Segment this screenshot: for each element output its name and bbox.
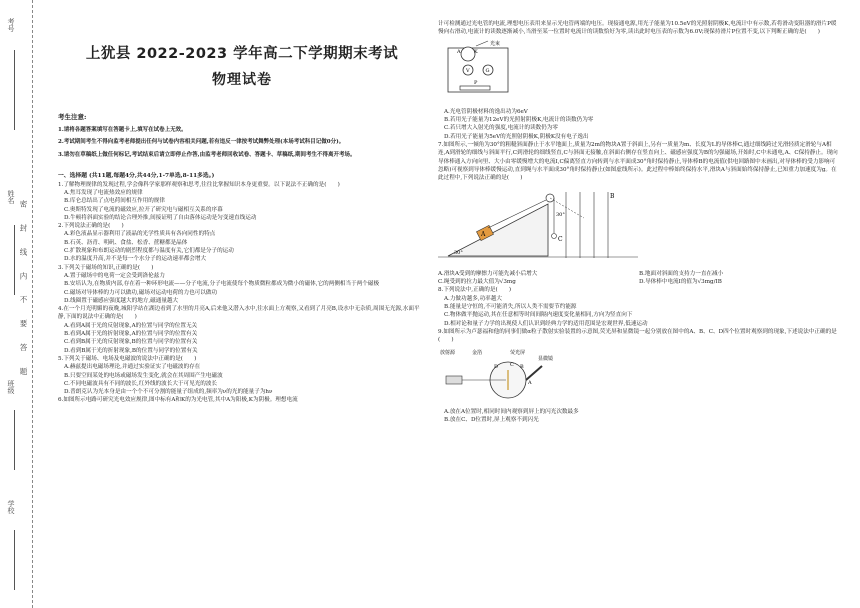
option: A.滑块A受到的摩擦力可能先减小后增大 xyxy=(438,270,538,277)
option: A.放在A位置时,相同时间内观察到屏上的闪光次数最多 xyxy=(444,408,579,415)
label-rod-c: C xyxy=(558,235,563,243)
notice-item: 2.考试期间考生不得向监考老师提出任何与试卷内容相关问题,若有违反一律按考试舞弊处理(本场考试科目记做0分)。 xyxy=(58,139,345,146)
label-p: P xyxy=(474,79,478,86)
question-7-stem: 7.如图所示,一倾角为30°的粗糙斜面静止于水平地面上,质量为2m的物块A置于斜面上,另有一质量为m、长度为L的导体棒C,通过细线跨过光滑轻质定滑轮与A相连,A到滑轮的细线与斜面平行,C到滑轮的细线竖直,C与斜面无接触,在斜面右侧存在竖直向上、磁感应强度为B的匀强磁场,开始时,C中未通电,A、C保持静止。现向导体棒通入方向向里、大小由零缓慢增大的电流I,C偏离竖直方向转到与水平面成30°角时保持静止,导体棒B的电流值(供电回路图中未画出,对导体棒的受力影响可忽略)可视察到导体棒缓慢运动,直到绳与水平面成30°角时保持静止(如图虚线所示)。此过程中棒始终保持水平,滑块A与斜面始终保持静止,已知重力加速度为g。在此过程中,下列说法正确的是( ) xyxy=(438,142,838,182)
question-9-stem: 9.如图所示为卢瑟福和他的同事们做α粒子散射实验装置的示意图,荧光屏和显微镜一起分别放在图中的A、B、C、D四个位置时观察到的现象,下述说法中正确的是( ) xyxy=(438,328,837,344)
option: C.绳受到的拉力最大值为√3mg xyxy=(438,279,516,286)
margin-label-class: 班级 xyxy=(7,380,15,394)
right-column xyxy=(438,20,840,602)
microscope-icon xyxy=(526,366,542,380)
label-v: V xyxy=(466,67,470,74)
option: A.彩色液晶显示器利用了液晶的光学性质具有各向同性的特点 xyxy=(64,231,216,238)
incline xyxy=(448,204,548,256)
option: D.若用光子能量为5eV的光照射阴极K,阴极K没有电子逸出 xyxy=(444,133,589,140)
option: A.赫兹提出电磁场理论,并通过实验证实了电磁波的存在 xyxy=(64,364,201,371)
option: B.能量是守恒的,不可能消失,所以人类不需要节约能源 xyxy=(444,304,577,311)
question-stem: 4.在一个月光明媚的夜晚,城阳学站在湖边看到了水里的月亮A,后来他又潜入水中,往水面上方观察,又看到了月亮B,设水中无杂质,周围无光源,水面平静,下面的说法中正确的是( ) xyxy=(58,306,420,321)
source-icon xyxy=(446,376,462,384)
option: C.看到B属于光的反射现象,B的位置与同学的位置有关 xyxy=(64,339,198,346)
label-microscope: 显微镜 xyxy=(538,355,554,362)
label-field-b: B xyxy=(610,192,615,200)
option: C.若只增大入射光的强度,电流计的读数仍为零 xyxy=(444,125,558,132)
option: C.不同电磁波具有不同的波长,红外线的波长大于可见光的波长 xyxy=(64,380,218,387)
school-blank xyxy=(14,530,15,590)
option: B.安培认为,在物质内部,存在着一种环形电流——分子电流,分子电流使每个物质微粒都成为微小的磁体,它的两侧相当于两个磁极 xyxy=(64,281,380,288)
left-column xyxy=(58,36,426,602)
rheostat-icon xyxy=(460,86,490,90)
question-8-stem: 8.下列说法中,正确的是( ) xyxy=(438,287,512,294)
option: D.牛顿将斜面实验的结论合理外推,间接证明了自由落体运动是匀变速直线运动 xyxy=(64,214,257,221)
label-k: K xyxy=(474,48,478,55)
question-2 xyxy=(58,222,426,263)
option: C.扩散现象和布朗运动的剧烈程度都与温度有关,它们都是分子的运动 xyxy=(64,248,234,255)
question-stem: 2.下列说法正确的是( ) xyxy=(58,223,124,230)
option: B.看到A属于光的折射现象,A的位置与同学的位置有关 xyxy=(64,331,198,338)
option: A.看到A属于光的反射现象,A的位置与同学的位置无关 xyxy=(64,322,198,329)
option: D.普朗克认为光本身是由一个个不可分割的能量子组成的,频率为ν的光的能量子为hν xyxy=(64,389,273,396)
label-angle-bottom: 30° xyxy=(454,249,463,256)
option: C.奥斯特发现了电流的磁效应,拉开了研究电与磁相互关系的序幕 xyxy=(64,206,223,213)
option: B.石英、沥青、明矾、食盐、松香、蔗糖都是晶体 xyxy=(64,239,188,246)
margin-label-name: 姓名 xyxy=(7,190,15,204)
label-a: A xyxy=(457,48,461,55)
option: B.放在C、D位置时,屏上观察不到闪光 xyxy=(444,417,539,424)
option: A.焦耳发现了电流热效应的规律 xyxy=(64,189,143,196)
option: C.物体做平抛运动,其在任意相等时间间隔内速度变化量相同,方向为竖直向下 xyxy=(444,312,633,319)
margin-label-exam-number: 考号 xyxy=(7,18,15,32)
margin-label-school: 学校 xyxy=(7,500,15,514)
incline-magnetic-field-figure xyxy=(438,186,648,264)
exam-number-blank xyxy=(14,50,15,130)
option: C.磁场对导体棒的力可以做功,磁场对运动电荷的力也可以做功 xyxy=(64,289,218,296)
option: D.水的温度升高,并不是每一个水分子的运动速率都会增大 xyxy=(64,256,207,263)
notice-item: 1.请将各题答案填写在答题卡上,填写在试卷上无效。 xyxy=(58,126,187,133)
light-beam-label: 光束 xyxy=(490,40,501,47)
question-3 xyxy=(58,264,426,305)
exam-title: 上犹县 2022-2023 学年高二下学期期末考试 xyxy=(85,46,399,62)
option: D.线圈置于磁感应强度越大的地方,磁通量越大 xyxy=(64,297,179,304)
question-4 xyxy=(58,305,426,355)
label-point-a: A xyxy=(528,379,532,386)
option: D.相对论和量子力学的出现使人们认识到经典力学的适用范围是宏观世界,低速运动 xyxy=(444,320,648,327)
question-stem: 3.下列关于磁场的知识,正确的是( ) xyxy=(58,264,154,271)
exam-subtitle: 物理试卷 xyxy=(212,72,272,89)
alpha-scattering-figure xyxy=(438,348,578,402)
option: B.若用光子能量为12eV的光照射阴极K,电流计的读数仍为零 xyxy=(444,117,594,124)
question-1 xyxy=(58,181,426,222)
seal-line-text: 密 封 线 内 不 要 答 题 xyxy=(19,200,28,382)
label-screen: 荧光屏 xyxy=(510,349,526,356)
question-5 xyxy=(58,355,426,396)
phototube-icon xyxy=(461,47,475,61)
question-6-start xyxy=(58,396,426,404)
q7-options-row xyxy=(438,278,840,286)
option: A.置于磁场中的电荷一定会受到洛伦兹力 xyxy=(64,272,165,279)
label-foil: 金箔 xyxy=(472,349,483,356)
label-point-c: C xyxy=(510,361,514,368)
option: A.力做功越多,功率越大 xyxy=(444,295,502,302)
class-blank xyxy=(14,410,15,470)
label-point-d: D xyxy=(494,363,499,370)
label-g: G xyxy=(485,67,490,74)
option: A.光电管阴极材料的逸出功为6eV xyxy=(444,108,528,115)
option: D.看到B属于光的折射现象,B的位置与同学的位置有关 xyxy=(64,347,198,354)
option: B.库仑总结出了点电荷间相互作用的规律 xyxy=(64,198,165,205)
option: B.只要空间某处的电场或磁场发生变化,就会在其周围产生电磁波 xyxy=(64,372,223,379)
label-block-a: A xyxy=(481,230,486,238)
label-angle-top: 30° xyxy=(556,211,565,218)
question-6-continued: 计可检测通过光电管的电流,理想电压表用来显示光电管两端的电压。现接通电源,用光子能量为10.5eV的光照射阴极K,电流计中有示数,若将滑动变阻器的滑片P缓慢向右滑动,电流计的读数逐渐减小,当滑至某一位置时电流计的读数恰好为零,读出此时电压表的示数为6.0V;现保持滑片P位置不变,以下判断正确的是( ) xyxy=(438,21,837,36)
label-point-b: B xyxy=(520,363,524,370)
binding-margin xyxy=(0,0,44,608)
question-stem: 5.下列关于磁场、电场及电磁波的说法中正确的是( ) xyxy=(58,355,197,362)
question-stem: 6.如图所示电路可研究光电效应规律,图中标有A和K的为光电管,其中A为阳极,K为阴极。理想电流 xyxy=(58,397,298,404)
option: B.地面对斜面的支持力一直在减小 xyxy=(639,270,724,277)
name-blank xyxy=(14,225,15,295)
binding-dashed-line xyxy=(32,0,33,608)
section-heading: 一、选择题 (共11题,每题4分,共44分,1-7单选,8-11多选。) xyxy=(58,173,215,180)
q7-options-row xyxy=(438,270,840,278)
notice-heading: 考生注意: xyxy=(58,112,87,121)
label-source: 放射源 xyxy=(440,349,456,356)
notice-item: 3.请勿在草稿纸上做任何标记,考试结束后请立即停止作答,由监考老师回收试卷、答题卡、草稿纸,期间考生不得离开考场。 xyxy=(58,151,356,158)
rod-c xyxy=(552,233,557,238)
photoelectric-circuit-figure xyxy=(438,40,558,102)
question-stem: 1.了解物理规律的发现过程,学会像科学家那样观察和思考,往往比掌握知识本身更重要。以下说法不正确的是( ) xyxy=(58,181,340,188)
option: D.导体棒中电流I的值为√3mg/IB xyxy=(639,279,722,286)
